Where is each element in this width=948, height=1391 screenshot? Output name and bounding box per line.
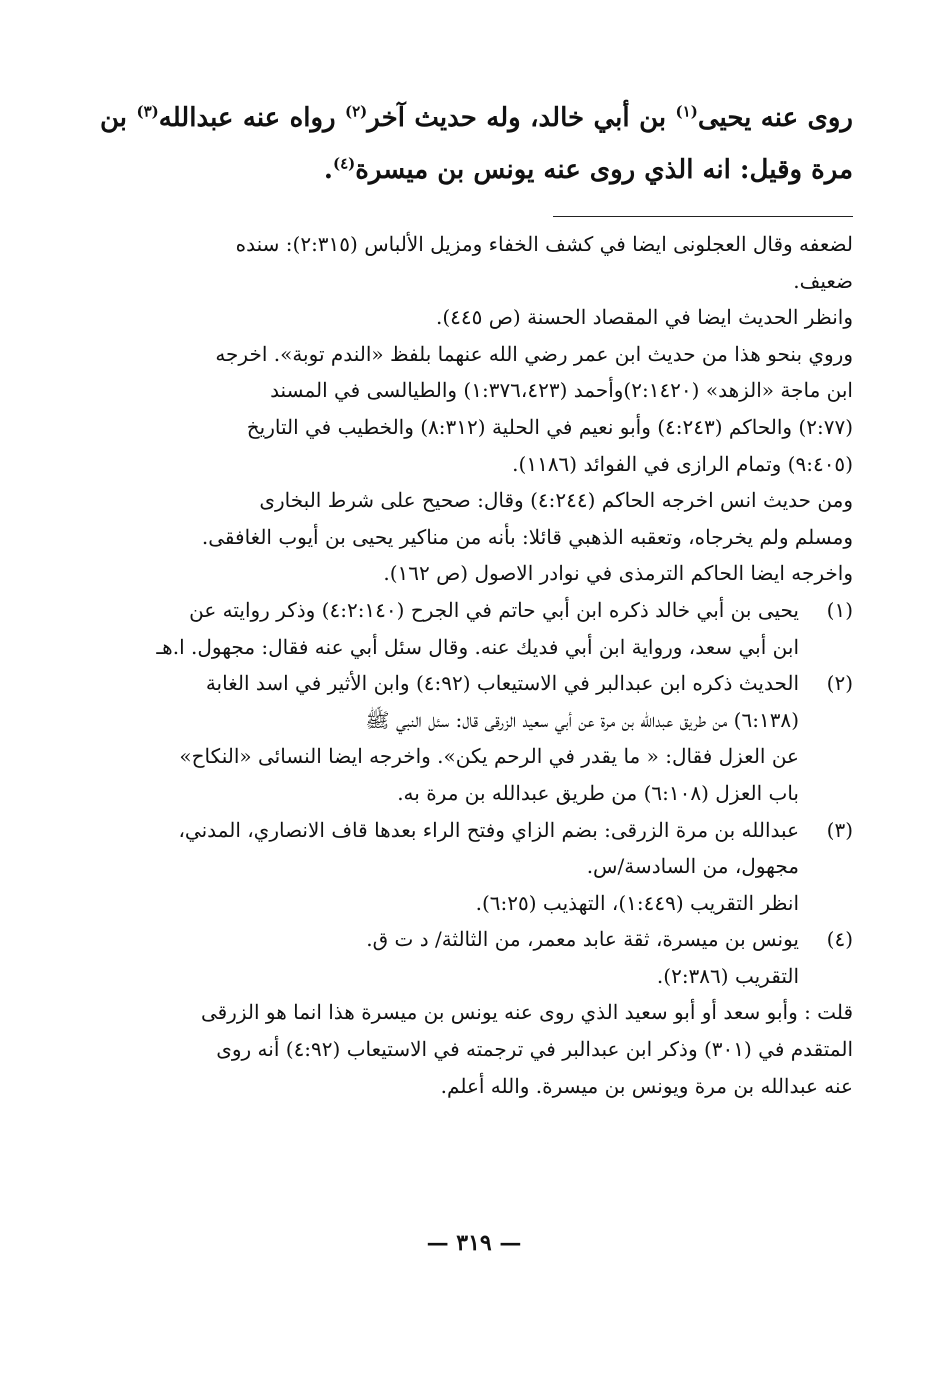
footnote-line: الحديث ذكره ابن عبدالبر في الاستيعاب (٤:٩٢) وابن الأثير في اسد الغابة <box>205 671 799 696</box>
footnote-line: مجهول، من السادسة/س. <box>586 854 799 879</box>
footnote-line: انظر التقريب (١:٤٤٩)، التهذيب (٦:٢٥). <box>475 890 799 915</box>
main-line-1 <box>100 92 853 144</box>
footnote-line: عبدالله بن مرة الزرقى: بضم الزاي وفتح الراء بعدها قاف الانصاري، المدني، <box>178 817 799 842</box>
footnote-continuation <box>100 226 853 592</box>
footnote-line: المتقدم في (٣٠١) وذكر ابن عبدالبر في ترجمته في الاستيعاب (٤:٩٢) أنه روى <box>216 1037 853 1062</box>
footnote-number: (٤) <box>826 927 853 952</box>
main-line-2 <box>100 144 853 196</box>
main-text-segment: بن <box>100 103 137 133</box>
footnote-4 <box>100 921 853 994</box>
footnote-marker[interactable]: (١) <box>675 102 698 121</box>
main-text-segment: رواه عنه عبدالله <box>158 103 345 133</box>
footnote-line: يونس بن ميسرة، ثقة عابد معمر، من الثالثة/ د ت ق. <box>366 927 799 952</box>
main-text-segment: مرة وقيل: انه الذي روى عنه يونس بن ميسرة <box>355 155 853 185</box>
footnote-line: لضعفه وقال العجلونى ايضا في كشف الخفاء ومزيل الألباس (٢:٣١٥): سنده <box>235 232 853 256</box>
main-body-text <box>100 92 853 196</box>
footnote-1 <box>100 592 853 665</box>
footnotes-section <box>100 226 853 1104</box>
main-text-segment: بن أبي خالد، وله حديث آخر <box>367 103 676 133</box>
footnote-line: واخرجه ايضا الحاكم الترمذى في نوادر الاصول (ص ١٦٢). <box>383 561 853 586</box>
footnote-line: وروي بنحو هذا من حديث ابن عمر رضي الله عنهما بلفظ «الندم توبة». اخرجه <box>215 341 853 366</box>
footnote-line: عنه عبدالله بن مرة ويونس بن ميسرة. والله أعلم. <box>440 1073 853 1098</box>
footnote-line: (٢:٧٧) والحاكم (٤:٢٤٣) وأبو نعيم في الحلية (٨:٣١٢) والخطيب في التاريخ <box>246 414 853 439</box>
footnote-marker[interactable]: (٤) <box>332 154 356 173</box>
footnote-line: يحيى بن أبي خالد ذكره ابن أبي حاتم في الجرح (٤:٢:١٤٠) وذكر روايته عن <box>189 597 799 622</box>
page-number: — ٣١٩ — <box>426 1230 522 1256</box>
footnote-line: ابن أبي سعد، ورواية ابن أبي فديك عنه. وقال سئل أبي عنه فقال: مجهول. ا.هـ <box>156 634 799 659</box>
footnote-line: (٦:١٣٨) من طريق عبدالله بن مرة عن أبي سعيد الزرقى قال: سئل النبي ﷺ <box>365 707 799 732</box>
main-text-segment: روى عنه يحيى <box>697 103 853 133</box>
footnote-marker[interactable]: (٢) <box>345 102 368 121</box>
footnote-line: ومن حديث انس اخرجه الحاكم (٤:٢٤٤) وقال: صحيح على شرط البخارى <box>259 488 853 513</box>
footnote-number: (١) <box>826 597 853 622</box>
footnote-marker[interactable]: (٣) <box>136 102 159 121</box>
footnote-line: (٩:٤٠٥) وتمام الرازى في الفوائد (١١٨٦). <box>512 451 853 476</box>
footnote-line: قلت : وأبو سعد أو أبو سعيد الذي روى عنه يونس بن ميسرة هذا انما هو الزرقى <box>200 1000 853 1025</box>
footnote-line: باب العزل (٦:١٠٨) من طريق عبدالله بن مرة به. <box>397 780 799 805</box>
footnote-line: ضعيف. <box>793 268 853 293</box>
main-text-segment: . <box>323 155 333 185</box>
footnote-line: وانظر الحديث ايضا في المقصاد الحسنة (ص ٤٤٥). <box>435 305 853 330</box>
footnote-3 <box>100 812 853 922</box>
footnote-2 <box>100 665 853 811</box>
footnote-line: عن العزل فقال: « ما يقدر في الرحم يكن». واخرجه ايضا النسائى «النكاح» <box>179 744 799 769</box>
footnote-separator <box>553 216 853 217</box>
footnote-line: التقريب (٢:٣٨٦). <box>656 963 799 988</box>
footnote-line: ومسلم ولم يخرجاه، وتعقبه الذهبي قائلا: بأنه من مناكير يحيى بن أيوب الغافقى. <box>201 524 853 549</box>
closing-remark <box>100 994 853 1104</box>
footnote-number: (٣) <box>826 817 853 842</box>
footnote-line: ابن ماجة «الزهد» (٢:١٤٢٠)وأحمد (١:٣٧٦،٤٢٣) والطيالسى في المسند <box>270 378 853 403</box>
footnote-number: (٢) <box>826 671 853 696</box>
